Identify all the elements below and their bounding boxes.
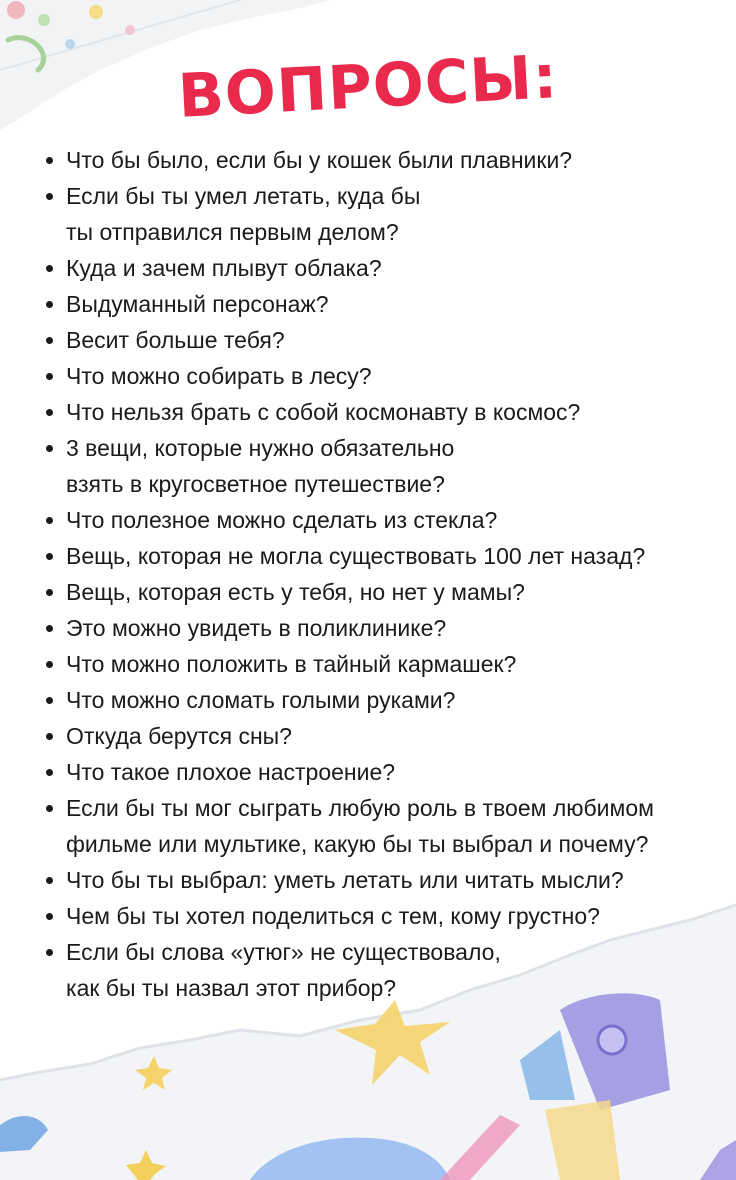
question-text: Чем бы ты хотел поделиться с тем, кому грустно? [66,903,600,929]
question-item [44,394,704,430]
question-text: как бы ты назвал этот прибор? [66,975,397,1001]
question-text: Вещь, которая есть у тебя, но нет у мамы? [66,579,525,605]
bullet-dot-icon [46,661,53,668]
question-text: Откуда берутся сны? [66,723,292,749]
bullet-dot-icon [46,877,53,884]
bullet-dot-icon [46,913,53,920]
question-item [44,754,704,790]
question-text: 3 вещи, которые нужно обязательно [66,435,455,461]
question-text: Если бы ты умел летать, куда бы [66,183,421,209]
bullet-dot-icon [46,337,53,344]
question-item [44,574,704,610]
question-item [44,430,704,502]
question-text: Выдуманный персонаж? [66,291,329,317]
page-title: ВОПРОСЫ: [176,42,560,132]
question-item [44,682,704,718]
paint-dot-yellow [89,5,103,19]
question-list [44,142,704,1006]
question-item [44,502,704,538]
question-item [44,322,704,358]
bullet-dot-icon [46,697,53,704]
bullet-dot-icon [46,733,53,740]
question-text: Если бы слова «утюг» не существовало, [66,939,501,965]
bullet-dot-icon [46,193,53,200]
question-text: Что нельзя брать с собой космонавту в космос? [66,399,581,425]
question-text: Вещь, которая не могла существовать 100 лет назад? [66,543,646,569]
bullet-dot-icon [46,805,53,812]
bullet-dot-icon [46,301,53,308]
bullet-dot-icon [46,265,53,272]
question-item [44,142,704,178]
question-text: фильме или мультике, какую бы ты выбрал и почему? [66,831,649,857]
question-text: Что полезное можно сделать из стекла? [66,507,498,533]
bullet-dot-icon [46,157,53,164]
question-item [44,358,704,394]
question-text: Что такое плохое настроение? [66,759,396,785]
question-item [44,718,704,754]
question-item [44,646,704,682]
question-text: ты отправился первым делом? [66,219,399,245]
question-item [44,862,704,898]
bullet-dot-icon [46,769,53,776]
question-text: Куда и зачем плывут облака? [66,255,382,281]
bullet-dot-icon [46,445,53,452]
paint-dot-blue [65,39,75,49]
question-item [44,934,704,1006]
question-text: Весит больше тебя? [66,327,285,353]
question-text: Что можно собирать в лесу? [66,363,372,389]
question-text: Что можно положить в тайный кармашек? [66,651,517,677]
question-text: Что бы ты выбрал: уметь летать или читать мысли? [66,867,624,893]
paint-dot-red [7,1,25,19]
bullet-dot-icon [46,373,53,380]
question-item [44,610,704,646]
question-item [44,898,704,934]
question-text: Что бы было, если бы у кошек были плавники? [66,147,573,173]
bullet-dot-icon [46,409,53,416]
bullet-dot-icon [46,553,53,560]
rocket-window [598,1026,626,1054]
bullet-dot-icon [46,949,53,956]
question-item [44,250,704,286]
paint-dot-pink [125,25,135,35]
question-text: Это можно увидеть в поликлинике? [66,615,447,641]
question-text: Если бы ты мог сыграть любую роль в твоем любимом [66,795,654,821]
paint-dot-green [38,14,50,26]
bullet-dot-icon [46,517,53,524]
question-item [44,538,704,574]
bullet-dot-icon [46,589,53,596]
question-item [44,790,704,862]
question-text: Что можно сломать голыми руками? [66,687,456,713]
question-item [44,178,704,250]
question-item [44,286,704,322]
bullet-dot-icon [46,625,53,632]
question-text: взять в кругосветное путешествие? [66,471,445,497]
